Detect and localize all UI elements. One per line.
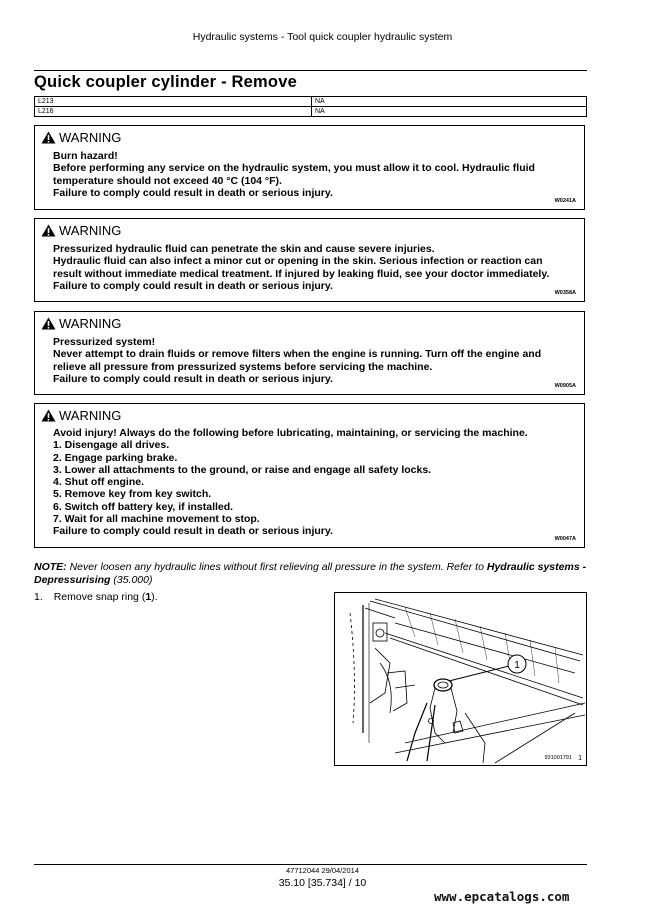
warning-line: Before performing any service on the hydraulic system, you must allow it to cool. Hydraulic fluid xyxy=(53,162,535,175)
value-cell: NA xyxy=(312,107,587,117)
warning-label: WARNING xyxy=(59,408,122,423)
title-rule xyxy=(34,70,587,71)
warning-heading xyxy=(41,223,121,238)
warning-box xyxy=(34,403,585,548)
footer-doc-id: 47712044 29/04/2014 xyxy=(286,866,359,875)
step-text-end: ). xyxy=(151,591,158,603)
warning-heading xyxy=(41,408,121,423)
warning-heading xyxy=(41,130,121,145)
warning-label: WARNING xyxy=(59,316,122,331)
step-text: Remove snap ring ( xyxy=(53,591,146,603)
warning-line: 3. Lower all attachments to the ground, or raise and engage all safety locks. xyxy=(53,463,432,476)
warning-box xyxy=(34,125,585,210)
warning-text xyxy=(53,427,574,538)
model-cell: L213 xyxy=(35,97,312,107)
figure xyxy=(334,592,587,766)
note-link[interactable]: Hydraulic systems - Depressurising xyxy=(34,561,587,586)
page-title: Quick coupler cylinder - Remove xyxy=(34,73,297,91)
warning-code: W0241A xyxy=(554,198,576,204)
warning-line: Failure to comply could result in death or serious injury. xyxy=(53,525,333,538)
step-ref: 1 xyxy=(145,591,152,603)
warning-code: W0358A xyxy=(554,290,576,296)
model-cell: L216 xyxy=(35,107,312,117)
footer-page-number: 35.10 [35.734] / 10 xyxy=(278,877,367,889)
snap-ring-illustration xyxy=(335,593,586,765)
page-header: Hydraulic systems - Tool quick coupler hydraulic system xyxy=(192,31,453,43)
figure-callout: 1 xyxy=(514,660,520,671)
warning-line: 7. Wait for all machine movement to stop. xyxy=(53,513,260,526)
warning-line: 4. Shut off engine. xyxy=(53,476,144,489)
warning-label: WARNING xyxy=(59,223,122,238)
warning-line: Hydraulic fluid can also infect a minor cut or opening in the skin. Serious infection or reaction can xyxy=(53,255,543,268)
warning-text xyxy=(53,336,574,385)
watermark: www.epcatalogs.com xyxy=(434,889,570,904)
warning-triangle-icon xyxy=(41,317,56,330)
note-ref: (35.000) xyxy=(110,573,153,586)
warning-box xyxy=(34,218,585,302)
model-table xyxy=(34,96,587,117)
warning-line: Failure to comply could result in death or serious injury. xyxy=(53,372,333,385)
warning-line: Avoid injury! Always do the following before lubricating, maintaining, or servicing the machine. xyxy=(53,427,528,439)
warning-code: W0905A xyxy=(554,383,576,389)
warning-line: Burn hazard! xyxy=(53,150,118,162)
warning-label: WARNING xyxy=(59,130,122,145)
warning-heading xyxy=(41,316,121,331)
note-text: Never loosen any hydraulic lines without first relieving all pressure in the system. Refer to xyxy=(66,561,487,573)
warning-line: 1. Disengage all drives. xyxy=(53,439,170,452)
warning-line: Failure to comply could result in death or serious injury. xyxy=(53,279,333,292)
warning-line: Never attempt to drain fluids or remove filters when the engine is running. Turn off the engine and xyxy=(53,348,542,361)
value-cell: NA xyxy=(312,97,587,107)
warning-line: result without immediate medical treatment. If injured by leaking fluid, see your doctor immediately. xyxy=(53,267,550,280)
warning-line: 6. Switch off battery key, if installed. xyxy=(53,500,234,513)
warning-text xyxy=(53,243,574,292)
warning-code: W0047A xyxy=(554,536,576,542)
figure-number: 1 xyxy=(578,755,582,762)
warning-triangle-icon xyxy=(41,224,56,237)
footer-rule xyxy=(34,864,587,865)
warning-line: 2. Engage parking brake. xyxy=(53,451,178,464)
step-item xyxy=(34,591,158,603)
warning-line: relieve all pressure from pressurized systems before servicing the machine. xyxy=(53,360,433,373)
note-label: NOTE: xyxy=(34,561,67,573)
table-row xyxy=(35,97,587,107)
warning-line: 5. Remove key from key switch. xyxy=(53,488,212,501)
warning-line: temperature should not exceed 40 °C (104 °F). xyxy=(53,174,282,187)
warning-text xyxy=(53,150,574,199)
note-paragraph xyxy=(34,561,590,586)
warning-line: Failure to comply could result in death or serious injury. xyxy=(53,186,333,199)
warning-triangle-icon xyxy=(41,409,56,422)
warning-box xyxy=(34,311,585,395)
warning-line: Pressurized system! xyxy=(53,336,156,348)
warning-triangle-icon xyxy=(41,131,56,144)
figure-code: 931001791 xyxy=(544,755,572,761)
warning-line: Pressurized hydraulic fluid can penetrate the skin and cause severe injuries. xyxy=(53,243,435,255)
table-row xyxy=(35,107,587,117)
step-number: 1. xyxy=(34,591,43,603)
